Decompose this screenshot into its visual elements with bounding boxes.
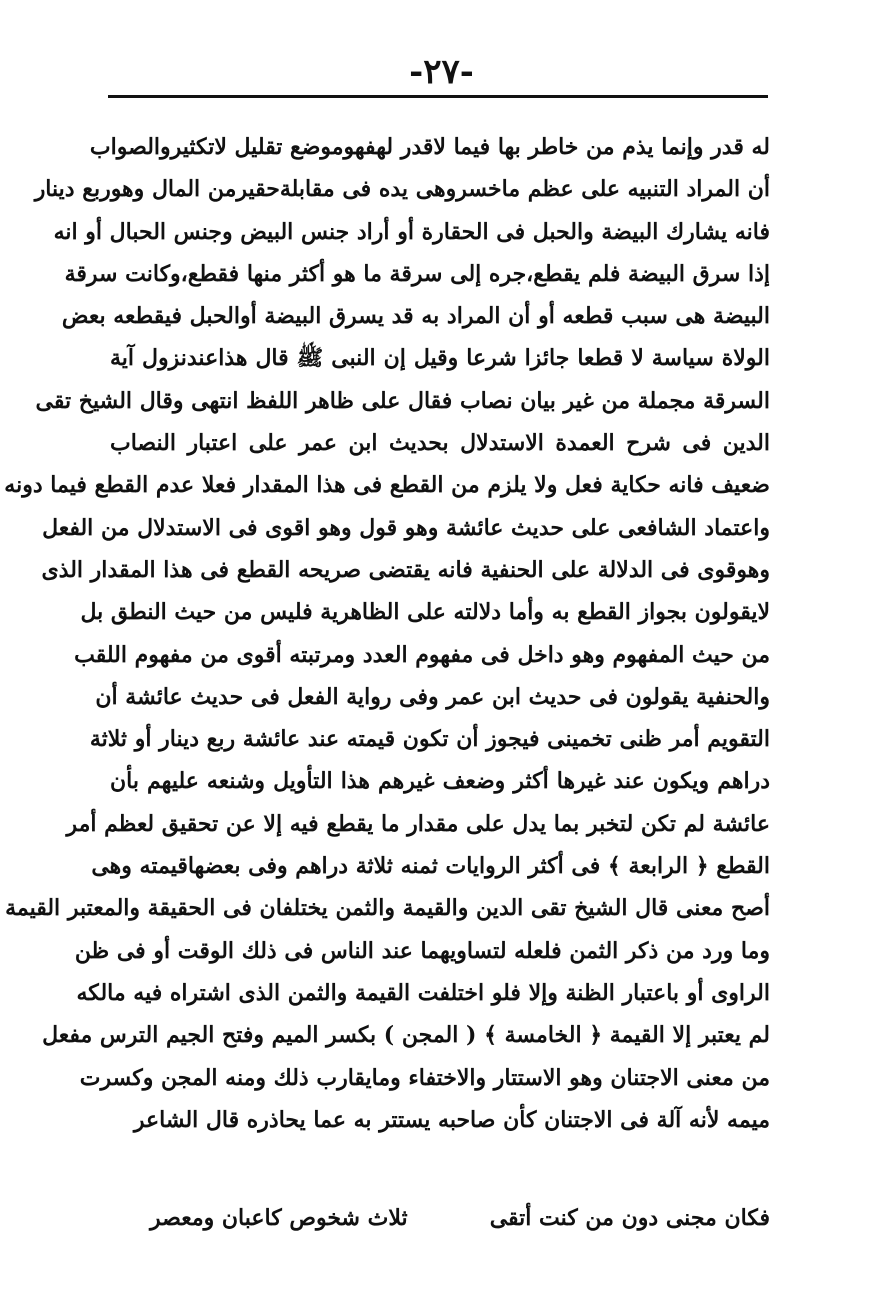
text-line: من حيث المفهوم وهو داخل فى مفهوم العدد ومرتبته أقوى من مفهوم اللقب — [74, 641, 770, 668]
text-line: له قدر وإنما يذم من خاطر بها فيما لاقدر لهفهوموضع تقليل لاتكثيروالصواب — [89, 134, 770, 160]
page-number: -٢٧- — [409, 52, 474, 92]
text-line: دراهم ويكون عند غيرها أكثر وضعف غيرهم هذا التأويل وشنعه عليهم بأن — [110, 768, 770, 795]
text-line: فانه يشارك البيضة والحبل فى الحقارة أو أراد جنس البيض وجنس الحبال أو انه — [53, 218, 770, 245]
text-line: الراوى أو باعتبار الظنة وإلا فلو اختلفت القيمة والثمن الذى اشتراه فيه مالكه — [76, 979, 770, 1006]
text-line: والحنفية يقولون فى حديث ابن عمر وفى رواية الفعل فى حديث عائشة أن — [95, 683, 770, 710]
header-rule — [108, 95, 768, 98]
text-line: التقويم أمر ظنى تخمينى فيجوز أن تكون قيمته عند عائشة ربع دينار أو ثلاثة — [89, 726, 770, 753]
verse-second-hemistich: ثلاث شخوص كاعبان ومعصر — [150, 1205, 408, 1231]
poetry-verse — [110, 1196, 770, 1240]
text-line: إذا سرق البيضة فلم يقطع،جره إلى سرقة ما هو أكثر منها فقطع،وكانت سرقة — [64, 260, 770, 287]
body-text — [4, 126, 770, 1141]
verse-first-hemistich: فكان مجنى دون من كنت أتقى — [489, 1205, 770, 1231]
text-line: عائشة لم تكن لتخبر بما يدل على مقدار ما يقطع فيه إلا عن تحقيق لعظم أمر — [66, 810, 770, 837]
text-line: الولاة سياسة لا قطعا جائزا شرعا وقيل إن النبى ﷺ قال هذاعندنزول آية — [110, 345, 770, 372]
text-line: القطع ﴿ الرابعة ﴾ فى أكثر الروايات ثمنه ثلاثة دراهم وفى بعضهاقيمته وهى — [91, 853, 770, 880]
text-line: البيضة هى سبب قطعه أو أن المراد به قد يسرق البيضة أوالحبل فيقطعه بعض — [61, 303, 770, 330]
text-line: الدين فى شرح العمدة الاستدلال بحديث ابن عمر على اعتبار النصاب — [110, 430, 770, 457]
text-line: لم يعتبر إلا القيمة ﴿ الخامسة ﴾ ( المجن ) بكسر الميم وفتح الجيم الترس مفعل — [42, 1022, 770, 1049]
text-line: لايقولون بجواز القطع به وأما دلالته على الظاهرية فليس من حيث النطق بل — [80, 599, 770, 626]
text-line: السرقة مجملة من غير بيان نصاب فقال على ظاهر اللفظ انتهى وقال الشيخ تقى — [35, 387, 770, 414]
text-line: واعتماد الشافعى على حديث عائشة وهو قول وهو اقوى فى الاستدلال من الفعل — [42, 514, 770, 541]
text-line: وهوقوى فى الدلالة على الحنفية فانه يقتضى صريحه القطع فى هذا المقدار الذى — [41, 556, 770, 583]
text-line: ضعيف فانه حكاية فعل ولا يلزم من القطع فى هذا المقدار فعلا عدم القطع فيما دونه — [4, 472, 770, 499]
text-line: ميمه لأنه آلة فى الاجتنان كأن صاحبه يستتر به عما يحاذره قال الشاعر — [133, 1106, 770, 1133]
text-line: من معنى الاجتنان وهو الاستتار والاختفاء ومايقارب ذلك ومنه المجن وكسرت — [79, 1064, 770, 1091]
text-line: أصح معنى قال الشيخ تقى الدين والقيمة والثمن يختلفان فى الحقيقة والمعتبر القيمة — [5, 895, 770, 922]
text-line: أن المراد التنبيه على عظم ماخسروهى يده فى مقابلةحقيرمن المال وهوربع دينار — [34, 176, 770, 203]
text-line: وما ورد من ذكر الثمن فلعله لتساويهما عند الناس فى ذلك الوقت أو فى ظن — [74, 937, 770, 964]
